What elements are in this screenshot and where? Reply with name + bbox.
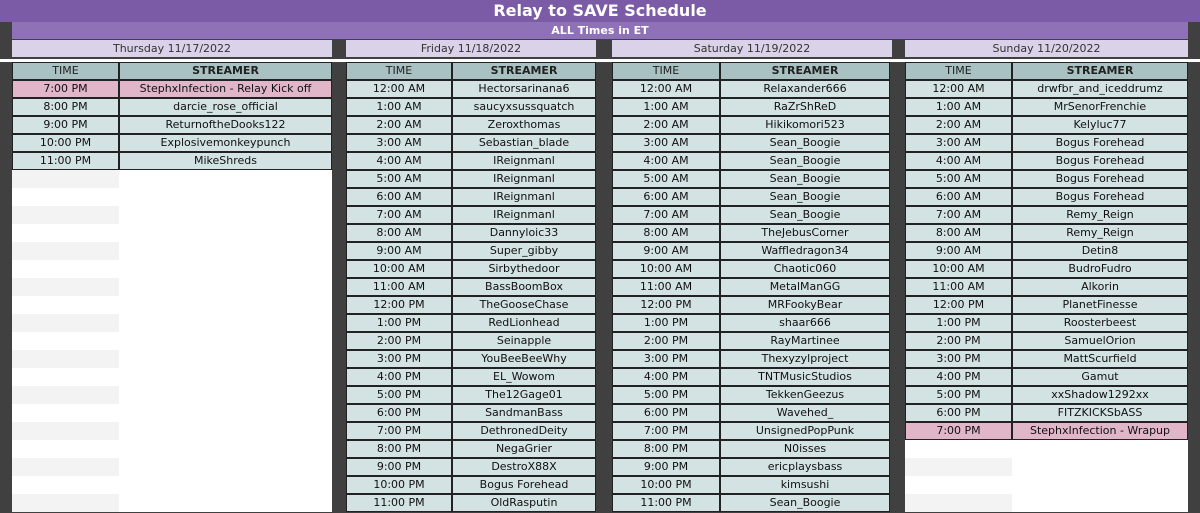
streamer-cell: RayMartinee: [720, 332, 890, 350]
streamer-cell: EL_Wowom: [452, 368, 596, 386]
time-cell: 11:00 AM: [905, 278, 1012, 296]
streamer-cell: MRFookyBear: [720, 296, 890, 314]
time-cell: 5:00 AM: [905, 170, 1012, 188]
streamer-cell: IReignmanl: [452, 206, 596, 224]
time-cell: 1:00 AM: [612, 98, 720, 116]
time-cell: 6:00 AM: [346, 188, 452, 206]
schedule-row[interactable]: [12, 80, 332, 98]
schedule-row[interactable]: [905, 188, 1188, 206]
streamer-cell: RedLionhead: [452, 314, 596, 332]
schedule-row[interactable]: [612, 206, 890, 224]
streamer-cell: Hikikomori523: [720, 116, 890, 134]
empty-row: [12, 314, 332, 332]
streamer-cell: Explosivemonkeypunch: [119, 134, 332, 152]
time-cell: 8:00 PM: [346, 440, 452, 458]
schedule-row[interactable]: [905, 242, 1188, 260]
time-cell: 2:00 AM: [346, 116, 452, 134]
time-cell: 4:00 PM: [346, 368, 452, 386]
schedule-row[interactable]: [905, 260, 1188, 278]
time-cell: 10:00 AM: [346, 260, 452, 278]
time-cell: 9:00 AM: [905, 242, 1012, 260]
streamer-cell: kimsushi: [720, 476, 890, 494]
streamer-column-header: STREAMER: [452, 62, 596, 80]
day-header-friday: Friday 11/18/2022: [346, 40, 596, 57]
column-header-row: [12, 62, 332, 80]
streamer-cell: IReignmanl: [452, 152, 596, 170]
schedule-row[interactable]: [905, 206, 1188, 224]
time-cell: 7:00 PM: [612, 422, 720, 440]
schedule-row[interactable]: [612, 296, 890, 314]
streamer-cell: Sean_Boogie: [720, 206, 890, 224]
schedule-row[interactable]: [905, 170, 1188, 188]
schedule-row[interactable]: [905, 224, 1188, 242]
schedule-row[interactable]: [612, 260, 890, 278]
streamer-cell: Alkorin: [1012, 278, 1188, 296]
schedule-row[interactable]: [612, 278, 890, 296]
time-cell: 3:00 AM: [612, 134, 720, 152]
schedule-row[interactable]: [612, 368, 890, 386]
column-header-row: [346, 62, 596, 80]
empty-row: [12, 170, 332, 188]
streamer-cell: UnsignedPopPunk: [720, 422, 890, 440]
streamer-cell: Dannyloic33: [452, 224, 596, 242]
streamer-cell: TheGooseChase: [452, 296, 596, 314]
time-cell: 1:00 AM: [905, 98, 1012, 116]
time-cell: 7:00 PM: [346, 422, 452, 440]
time-cell: 2:00 AM: [905, 116, 1012, 134]
time-cell: 12:00 AM: [905, 80, 1012, 98]
empty-row: [12, 350, 332, 368]
time-cell: 4:00 PM: [905, 368, 1012, 386]
time-cell: 6:00 PM: [905, 404, 1012, 422]
time-cell: 11:00 PM: [346, 494, 452, 512]
schedule-row[interactable]: [346, 368, 596, 386]
time-cell: 8:00 AM: [346, 224, 452, 242]
empty-row: [905, 476, 1188, 494]
streamer-cell: MikeShreds: [119, 152, 332, 170]
day-header-saturday: Saturday 11/19/2022: [612, 40, 892, 57]
schedule-subtitle: ALL Times in ET: [12, 22, 1188, 39]
streamer-cell: Seinapple: [452, 332, 596, 350]
schedule-row[interactable]: [612, 350, 890, 368]
streamer-cell: Gamut: [1012, 368, 1188, 386]
schedule-row[interactable]: [612, 494, 890, 512]
streamer-cell: Relaxander666: [720, 80, 890, 98]
time-cell: 7:00 PM: [905, 422, 1012, 440]
time-cell: 3:00 AM: [346, 134, 452, 152]
empty-row: [12, 386, 332, 404]
schedule-row[interactable]: [612, 404, 890, 422]
streamer-cell: PlanetFinesse: [1012, 296, 1188, 314]
time-column-header: TIME: [612, 62, 720, 80]
schedule-row[interactable]: [12, 98, 332, 116]
empty-row: [905, 440, 1188, 458]
streamer-cell: saucyxsussquatch: [452, 98, 596, 116]
time-cell: 12:00 PM: [612, 296, 720, 314]
empty-row: [12, 368, 332, 386]
time-cell: 8:00 PM: [612, 440, 720, 458]
time-cell: 12:00 AM: [612, 80, 720, 98]
schedule-row[interactable]: [346, 206, 596, 224]
streamer-column-header: STREAMER: [720, 62, 890, 80]
empty-row: [12, 224, 332, 242]
schedule-row[interactable]: [905, 368, 1188, 386]
streamer-cell: IReignmanl: [452, 188, 596, 206]
streamer-cell: shaar666: [720, 314, 890, 332]
time-cell: 8:00 AM: [612, 224, 720, 242]
schedule-row[interactable]: [346, 224, 596, 242]
time-cell: 6:00 PM: [612, 404, 720, 422]
schedule-row[interactable]: [612, 476, 890, 494]
schedule-row[interactable]: [905, 80, 1188, 98]
streamer-cell: Bogus Forehead: [1012, 134, 1188, 152]
time-cell: 9:00 PM: [12, 116, 119, 134]
streamer-cell: Super_gibby: [452, 242, 596, 260]
schedule-row[interactable]: [612, 314, 890, 332]
time-cell: 6:00 PM: [346, 404, 452, 422]
streamer-cell: MetalManGG: [720, 278, 890, 296]
schedule-row[interactable]: [346, 134, 596, 152]
streamer-cell: N0isses: [720, 440, 890, 458]
schedule-row[interactable]: [612, 152, 890, 170]
schedule-row[interactable]: [346, 296, 596, 314]
schedule-row[interactable]: [905, 278, 1188, 296]
empty-row: [12, 332, 332, 350]
time-cell: 2:00 PM: [905, 332, 1012, 350]
streamer-cell: drwfbr_and_iceddrumz: [1012, 80, 1188, 98]
streamer-cell: TheJebusCorner: [720, 224, 890, 242]
streamer-cell: Chaotic060: [720, 260, 890, 278]
schedule-row[interactable]: [346, 476, 596, 494]
empty-row: [12, 188, 332, 206]
time-cell: 3:00 PM: [346, 350, 452, 368]
time-cell: 1:00 AM: [346, 98, 452, 116]
time-cell: 2:00 AM: [612, 116, 720, 134]
streamer-cell: ReturnoftheDooks122: [119, 116, 332, 134]
schedule-row[interactable]: [346, 458, 596, 476]
empty-row: [12, 476, 332, 494]
schedule-row[interactable]: [346, 386, 596, 404]
time-cell: 10:00 AM: [905, 260, 1012, 278]
empty-row: [905, 494, 1188, 512]
streamer-cell: SamuelOrion: [1012, 332, 1188, 350]
streamer-cell: Remy_Reign: [1012, 224, 1188, 242]
time-cell: 6:00 AM: [905, 188, 1012, 206]
streamer-cell: Detin8: [1012, 242, 1188, 260]
schedule-row[interactable]: [612, 224, 890, 242]
schedule-row[interactable]: [612, 458, 890, 476]
streamer-cell: BassBoomBox: [452, 278, 596, 296]
empty-row: [12, 242, 332, 260]
schedule-row[interactable]: [346, 440, 596, 458]
streamer-cell: TekkenGeezus: [720, 386, 890, 404]
schedule-row[interactable]: [905, 98, 1188, 116]
time-cell: 7:00 AM: [612, 206, 720, 224]
time-cell: 5:00 AM: [346, 170, 452, 188]
streamer-cell: Sirbythedoor: [452, 260, 596, 278]
schedule-row[interactable]: [905, 116, 1188, 134]
streamer-column-header: STREAMER: [1012, 62, 1188, 80]
day-header-sunday: Sunday 11/20/2022: [905, 40, 1188, 57]
time-cell: 6:00 AM: [612, 188, 720, 206]
empty-row: [12, 422, 332, 440]
streamer-cell: The12Gage01: [452, 386, 596, 404]
time-cell: 1:00 PM: [612, 314, 720, 332]
schedule-row[interactable]: [905, 152, 1188, 170]
day-column: [12, 62, 332, 513]
schedule-row[interactable]: [612, 242, 890, 260]
streamer-cell: Sean_Boogie: [720, 152, 890, 170]
streamer-cell: Bogus Forehead: [452, 476, 596, 494]
streamer-cell: Bogus Forehead: [1012, 170, 1188, 188]
time-cell: 10:00 PM: [12, 134, 119, 152]
time-cell: 12:00 PM: [346, 296, 452, 314]
time-column-header: TIME: [905, 62, 1012, 80]
time-cell: 10:00 AM: [612, 260, 720, 278]
streamer-cell: darcie_rose_official: [119, 98, 332, 116]
streamer-cell: Sebastian_blade: [452, 134, 596, 152]
time-cell: 9:00 AM: [346, 242, 452, 260]
time-cell: 5:00 PM: [905, 386, 1012, 404]
time-cell: 11:00 AM: [612, 278, 720, 296]
schedule-row[interactable]: [612, 332, 890, 350]
day-column: [346, 62, 596, 513]
streamer-cell: Sean_Boogie: [720, 134, 890, 152]
time-column-header: TIME: [346, 62, 452, 80]
streamer-cell: SandmanBass: [452, 404, 596, 422]
time-cell: 9:00 PM: [612, 458, 720, 476]
streamer-cell: DestroX88X: [452, 458, 596, 476]
schedule-row[interactable]: [905, 332, 1188, 350]
schedule-row[interactable]: [905, 314, 1188, 332]
streamer-cell: NegaGrier: [452, 440, 596, 458]
time-cell: 10:00 PM: [346, 476, 452, 494]
time-cell: 12:00 PM: [905, 296, 1012, 314]
time-cell: 1:00 PM: [905, 314, 1012, 332]
streamer-cell: Waffledragon34: [720, 242, 890, 260]
day-column: [612, 62, 890, 513]
time-cell: 4:00 PM: [612, 368, 720, 386]
schedule-row[interactable]: [346, 260, 596, 278]
time-cell: 3:00 AM: [905, 134, 1012, 152]
schedule-row[interactable]: [346, 98, 596, 116]
schedule-row[interactable]: [905, 386, 1188, 404]
schedule-row[interactable]: [612, 116, 890, 134]
schedule-row[interactable]: [346, 404, 596, 422]
streamer-cell: Zeroxthomas: [452, 116, 596, 134]
schedule-row[interactable]: [346, 116, 596, 134]
streamer-cell: DethronedDeity: [452, 422, 596, 440]
streamer-cell: Bogus Forehead: [1012, 152, 1188, 170]
streamer-cell: Sean_Boogie: [720, 170, 890, 188]
streamer-cell: Bogus Forehead: [1012, 188, 1188, 206]
schedule-row[interactable]: [12, 116, 332, 134]
streamer-cell: MrSenorFrenchie: [1012, 98, 1188, 116]
streamer-cell: Sean_Boogie: [720, 494, 890, 512]
streamer-cell: TNTMusicStudios: [720, 368, 890, 386]
time-cell: 2:00 PM: [346, 332, 452, 350]
streamer-cell: Roosterbeest: [1012, 314, 1188, 332]
schedule-title: Relay to SAVE Schedule: [0, 0, 1200, 22]
schedule-row[interactable]: [346, 350, 596, 368]
schedule-row[interactable]: [612, 98, 890, 116]
streamer-cell: Hectorsarinana6: [452, 80, 596, 98]
time-cell: 10:00 PM: [612, 476, 720, 494]
empty-row: [12, 260, 332, 278]
streamer-cell: YouBeeBeeWhy: [452, 350, 596, 368]
time-cell: 3:00 PM: [612, 350, 720, 368]
schedule-row[interactable]: [346, 242, 596, 260]
schedule-row[interactable]: [612, 170, 890, 188]
empty-row: [12, 278, 332, 296]
time-cell: 9:00 AM: [612, 242, 720, 260]
schedule-row[interactable]: [612, 134, 890, 152]
column-header-row: [612, 62, 890, 80]
schedule-row[interactable]: [612, 422, 890, 440]
time-cell: 11:00 PM: [612, 494, 720, 512]
streamer-cell: ericplaysbass: [720, 458, 890, 476]
streamer-cell: Remy_Reign: [1012, 206, 1188, 224]
streamer-cell: StephxInfection - Relay Kick off: [119, 80, 332, 98]
schedule-row[interactable]: [346, 278, 596, 296]
time-cell: 5:00 AM: [612, 170, 720, 188]
time-cell: 11:00 PM: [12, 152, 119, 170]
time-cell: 7:00 AM: [346, 206, 452, 224]
schedule-row[interactable]: [905, 422, 1188, 440]
schedule-row[interactable]: [346, 422, 596, 440]
streamer-cell: OldRasputin: [452, 494, 596, 512]
streamer-cell: Wavehed_: [720, 404, 890, 422]
time-cell: 11:00 AM: [346, 278, 452, 296]
day-column: [905, 62, 1188, 513]
schedule-row[interactable]: [12, 152, 332, 170]
time-cell: 12:00 AM: [346, 80, 452, 98]
time-cell: 4:00 AM: [905, 152, 1012, 170]
schedule-row[interactable]: [12, 134, 332, 152]
schedule-row[interactable]: [612, 386, 890, 404]
streamer-cell: Thexyzylproject: [720, 350, 890, 368]
streamer-cell: RaZrShReD: [720, 98, 890, 116]
streamer-cell: IReignmanl: [452, 170, 596, 188]
streamer-cell: Kelyluc77: [1012, 116, 1188, 134]
schedule-row[interactable]: [346, 170, 596, 188]
streamer-cell: StephxInfection - Wrapup: [1012, 422, 1188, 440]
time-column-header: TIME: [12, 62, 119, 80]
empty-row: [12, 296, 332, 314]
streamer-column-header: STREAMER: [119, 62, 332, 80]
schedule-row[interactable]: [612, 188, 890, 206]
schedule-row[interactable]: [905, 350, 1188, 368]
time-cell: 7:00 AM: [905, 206, 1012, 224]
schedule-row[interactable]: [346, 314, 596, 332]
empty-row: [905, 458, 1188, 476]
time-cell: 3:00 PM: [905, 350, 1012, 368]
time-cell: 5:00 PM: [612, 386, 720, 404]
empty-row: [12, 206, 332, 224]
schedule-row[interactable]: [612, 80, 890, 98]
schedule-row[interactable]: [346, 80, 596, 98]
schedule-row[interactable]: [905, 404, 1188, 422]
day-header-thursday: Thursday 11/17/2022: [12, 40, 332, 57]
time-cell: 8:00 AM: [905, 224, 1012, 242]
schedule-row[interactable]: [346, 332, 596, 350]
time-cell: 2:00 PM: [612, 332, 720, 350]
time-cell: 4:00 AM: [612, 152, 720, 170]
schedule-row[interactable]: [346, 152, 596, 170]
empty-row: [12, 494, 332, 512]
time-cell: 8:00 PM: [12, 98, 119, 116]
empty-row: [12, 458, 332, 476]
column-header-row: [905, 62, 1188, 80]
empty-row: [12, 440, 332, 458]
time-cell: 4:00 AM: [346, 152, 452, 170]
empty-row: [12, 404, 332, 422]
streamer-cell: Sean_Boogie: [720, 188, 890, 206]
streamer-cell: MattScurfield: [1012, 350, 1188, 368]
time-cell: 5:00 PM: [346, 386, 452, 404]
schedule-row[interactable]: [346, 188, 596, 206]
time-cell: 1:00 PM: [346, 314, 452, 332]
schedule-row[interactable]: [905, 134, 1188, 152]
time-cell: 7:00 PM: [12, 80, 119, 98]
streamer-cell: FITZKICKSbASS: [1012, 404, 1188, 422]
schedule-row[interactable]: [612, 440, 890, 458]
time-cell: 9:00 PM: [346, 458, 452, 476]
streamer-cell: xxShadow1292xx: [1012, 386, 1188, 404]
schedule-row[interactable]: [346, 494, 596, 512]
streamer-cell: BudroFudro: [1012, 260, 1188, 278]
schedule-row[interactable]: [905, 296, 1188, 314]
